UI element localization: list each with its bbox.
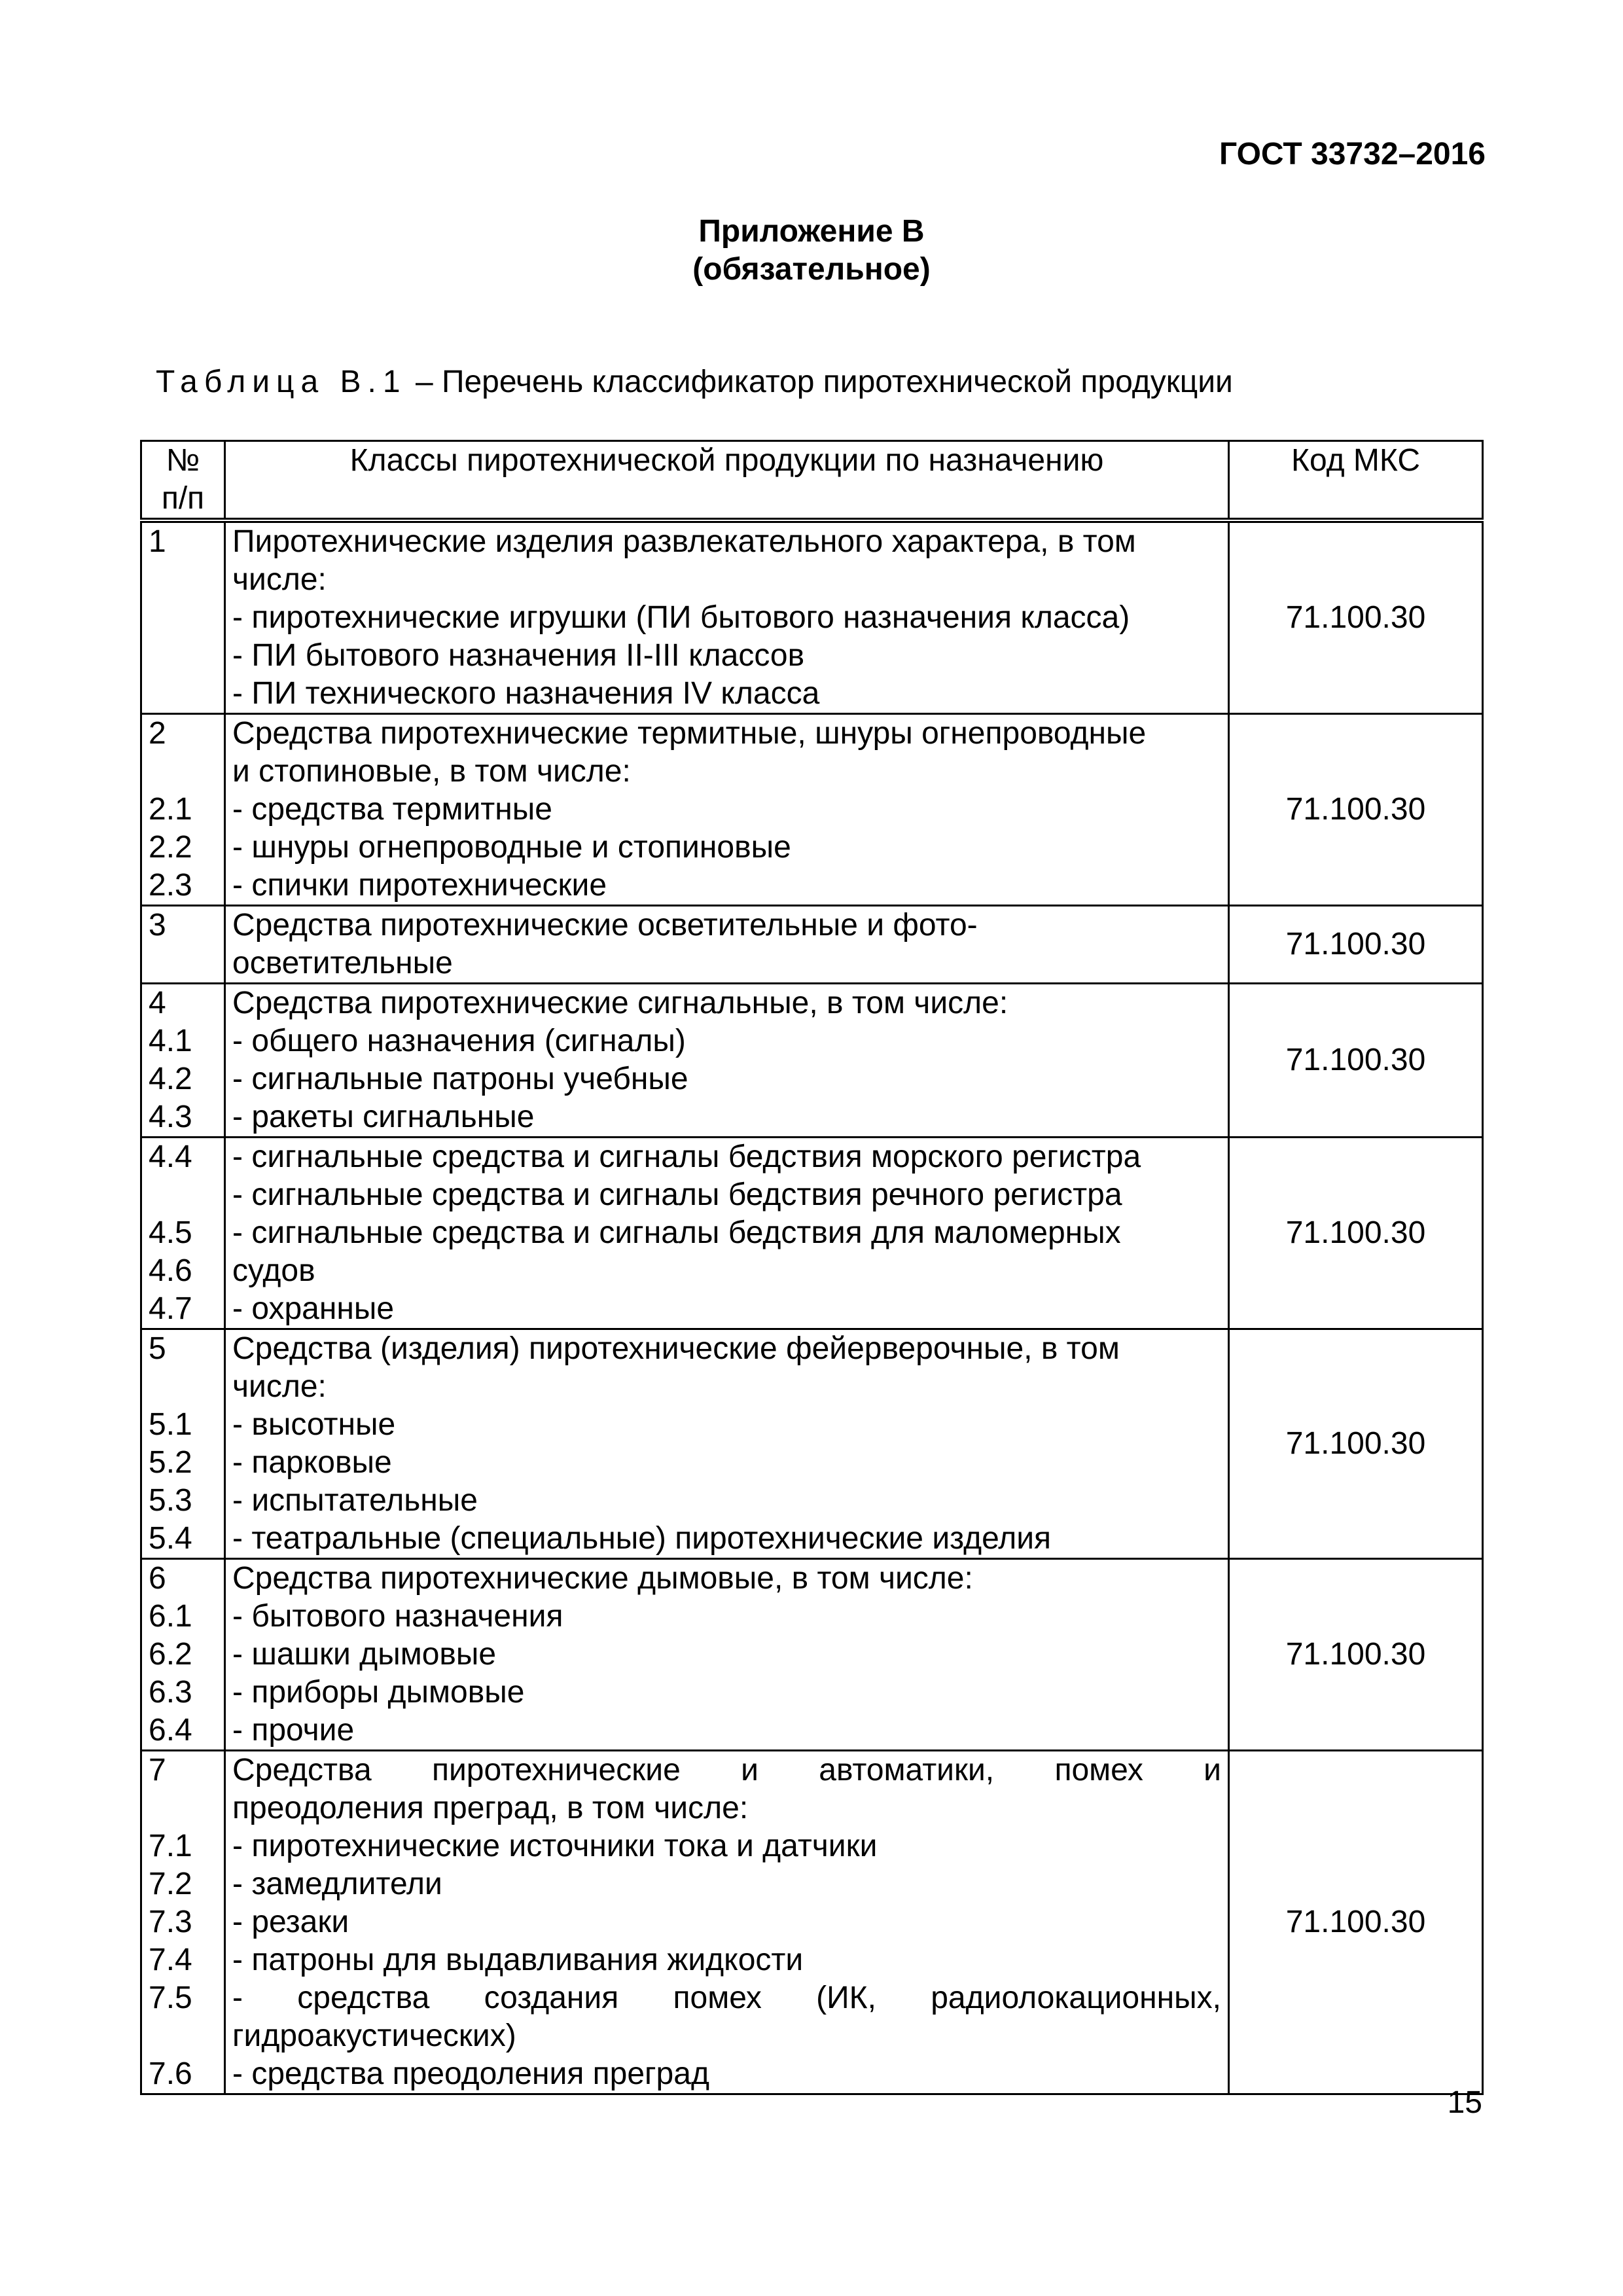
row-code-cell: 71.100.30 [1229, 906, 1483, 984]
row-number: 5.3 [149, 1483, 192, 1518]
row-description-line: - парковые [232, 1445, 392, 1480]
table-header-row [141, 441, 1483, 521]
row-description-line [232, 1979, 1221, 2017]
row-numbers-cell [141, 1559, 225, 1751]
row-description-cell [225, 1751, 1229, 2094]
row-number: 7.5 [149, 1981, 192, 2015]
row-description-line: - спички пиротехнические [232, 868, 607, 903]
row-number: 5.2 [149, 1445, 192, 1480]
row-number: 4.4 [149, 1139, 192, 1174]
row-description-line: - испытательные [232, 1483, 478, 1518]
classification-table [140, 440, 1484, 2095]
table-caption [156, 364, 1233, 400]
row-description-cell [225, 1138, 1229, 1329]
row-description-line: - ПИ технического назначения IV класса [232, 676, 820, 711]
row-number: 7.1 [149, 1829, 192, 1863]
row-numbers-cell [141, 906, 225, 984]
row-number: 2.1 [149, 792, 192, 827]
table-row [141, 714, 1483, 906]
row-description-line: Средства пиротехнические термитные, шнуры огнепроводные [232, 716, 1147, 751]
justified-word: и [1204, 1753, 1221, 1787]
table-body [141, 520, 1483, 2094]
row-number [149, 2017, 217, 2055]
row-code-cell: 71.100.30 [1229, 984, 1483, 1138]
header-number-line1: № [166, 443, 200, 478]
row-number [149, 599, 217, 637]
row-description-line: Средства (изделия) пиротехнические фейерверочные, в том [232, 1331, 1120, 1366]
row-description-line: Средства пиротехнические осветительные и фото- [232, 908, 978, 942]
justified-word: радиолокационных, [931, 1981, 1221, 2015]
row-code-cell: 71.100.30 [1229, 1138, 1483, 1329]
row-description-cell [225, 906, 1229, 984]
row-number [149, 561, 217, 599]
row-description-line: - пиротехнические игрушки (ПИ бытового назначения класса) [232, 600, 1130, 635]
justified-word: помех [673, 1981, 762, 2015]
row-description-line: и стопиновые, в том числе: [232, 754, 631, 789]
row-number: 2.2 [149, 830, 192, 865]
row-number: 4.2 [149, 1062, 192, 1096]
justified-word: автоматики, [819, 1753, 995, 1787]
table-row [141, 1138, 1483, 1329]
row-number: 5.1 [149, 1407, 192, 1442]
row-description-line: осветительные [232, 946, 453, 980]
row-number: 7.4 [149, 1943, 192, 1977]
row-description-line: - охранные [232, 1291, 395, 1326]
row-description-line: - сигнальные средства и сигналы бедствия речного регистра [232, 1177, 1122, 1212]
row-description-line: - средства термитные [232, 792, 552, 827]
page-number: 15 [1447, 2085, 1482, 2120]
row-numbers-cell [141, 1138, 225, 1329]
table-row [141, 1751, 1483, 2094]
row-description-cell [225, 1329, 1229, 1559]
row-number: 4.6 [149, 1253, 192, 1288]
row-number: 6.2 [149, 1637, 192, 1672]
row-code-cell: 71.100.30 [1229, 1329, 1483, 1559]
row-number [149, 637, 217, 675]
row-number: 7.3 [149, 1905, 192, 1939]
row-number: 4.5 [149, 1215, 192, 1250]
table-row [141, 906, 1483, 984]
table-caption-prefix: Таблица В.1 [156, 365, 407, 399]
row-description-line: - сигнальные средства и сигналы бедствия морского регистра [232, 1139, 1141, 1174]
row-number: 6.1 [149, 1599, 192, 1634]
row-numbers-cell [141, 520, 225, 714]
row-numbers-cell [141, 984, 225, 1138]
justified-word: пиротехнические [432, 1753, 681, 1787]
header-class: Классы пиротехнической продукции по назначению [225, 441, 1229, 521]
row-number: 6.3 [149, 1675, 192, 1710]
justified-word: и [741, 1753, 758, 1787]
row-description-line: - бытового назначения [232, 1599, 563, 1634]
row-number: 6 [149, 1561, 166, 1596]
row-description-line: судов [232, 1253, 315, 1288]
row-number: 6.4 [149, 1713, 192, 1748]
row-numbers-cell [141, 1751, 225, 2094]
row-description-line: числе: [232, 1369, 327, 1404]
justified-word: создания [484, 1981, 619, 2015]
row-number [149, 675, 217, 713]
row-number: 1 [149, 524, 166, 559]
document-code: ГОСТ 33732–2016 [1219, 137, 1486, 171]
row-description-line: числе: [232, 562, 327, 597]
justified-word: - [232, 1981, 243, 2015]
row-description-line: - шнуры огнепроводные и стопиновые [232, 830, 791, 865]
row-description-line: - резаки [232, 1905, 349, 1939]
justified-word: (ИК, [816, 1981, 876, 2015]
table-row [141, 1559, 1483, 1751]
row-description-line: - ПИ бытового назначения II-III классов [232, 638, 805, 673]
row-number [149, 1176, 217, 1214]
row-number: 3 [149, 908, 166, 942]
row-number [149, 1368, 217, 1406]
row-number: 5 [149, 1331, 166, 1366]
table-row [141, 520, 1483, 714]
row-numbers-cell [141, 1329, 225, 1559]
row-description-cell [225, 714, 1229, 906]
table-caption-text: Перечень классификатор пиротехнической продукции [441, 365, 1233, 399]
row-description-line: - замедлители [232, 1867, 442, 1901]
row-number: 4.7 [149, 1291, 192, 1326]
row-number: 7.2 [149, 1867, 192, 1901]
row-description-line: - общего назначения (сигналы) [232, 1024, 686, 1058]
row-description-line: - высотные [232, 1407, 396, 1442]
row-number: 4 [149, 986, 166, 1020]
row-description-line: Средства пиротехнические сигнальные, в том числе: [232, 986, 1008, 1020]
header-code: Код МКС [1229, 441, 1483, 521]
annex-status: (обязательное) [692, 252, 931, 287]
row-description-line: - средства преодоления преград [232, 2056, 709, 2091]
table-caption-dash: – [415, 365, 433, 399]
row-description-cell [225, 984, 1229, 1138]
row-code-cell: 71.100.30 [1229, 520, 1483, 714]
row-description-line: - пиротехнические источники тока и датчики [232, 1829, 878, 1863]
row-description-line: - сигнальные средства и сигналы бедствия для маломерных [232, 1215, 1121, 1250]
row-description-cell [225, 1559, 1229, 1751]
row-number: 2.3 [149, 868, 192, 903]
row-description-cell [225, 520, 1229, 714]
row-code-cell: 71.100.30 [1229, 1559, 1483, 1751]
row-description-line [232, 1751, 1221, 1789]
row-description-line: - патроны для выдавливания жидкости [232, 1943, 804, 1977]
row-code-cell: 71.100.30 [1229, 1751, 1483, 2094]
row-description-line: - приборы дымовые [232, 1675, 525, 1710]
row-description-line: - шашки дымовые [232, 1637, 497, 1672]
annex-heading [0, 213, 1623, 289]
table-row [141, 1329, 1483, 1559]
row-numbers-cell [141, 714, 225, 906]
row-number: 5.4 [149, 1521, 192, 1556]
row-number [149, 1789, 217, 1827]
row-description-line: - театральные (специальные) пиротехнические изделия [232, 1521, 1052, 1556]
row-number: 7 [149, 1753, 166, 1787]
justified-word: средства [297, 1981, 430, 2015]
row-number: 2 [149, 716, 166, 751]
header-number-line2: п/п [161, 481, 205, 516]
table-row [141, 984, 1483, 1138]
justified-word: Средства [232, 1753, 372, 1787]
row-number [149, 753, 217, 791]
annex-title: Приложение В [698, 214, 925, 249]
row-description-line: преодоления преград, в том числе: [232, 1791, 749, 1825]
row-number: 4.3 [149, 1100, 192, 1134]
row-description-line: - сигнальные патроны учебные [232, 1062, 688, 1096]
justified-word: помех [1054, 1753, 1143, 1787]
row-description-line: - ракеты сигнальные [232, 1100, 535, 1134]
row-code-cell: 71.100.30 [1229, 714, 1483, 906]
row-number: 7.6 [149, 2056, 192, 2091]
row-description-line: Средства пиротехнические дымовые, в том числе: [232, 1561, 973, 1596]
row-number [149, 944, 217, 982]
row-description-line: гидроакустических) [232, 2018, 516, 2053]
row-number: 4.1 [149, 1024, 192, 1058]
row-description-line: Пиротехнические изделия развлекательного характера, в том [232, 524, 1136, 559]
header-number [141, 441, 225, 521]
row-description-line: - прочие [232, 1713, 355, 1748]
